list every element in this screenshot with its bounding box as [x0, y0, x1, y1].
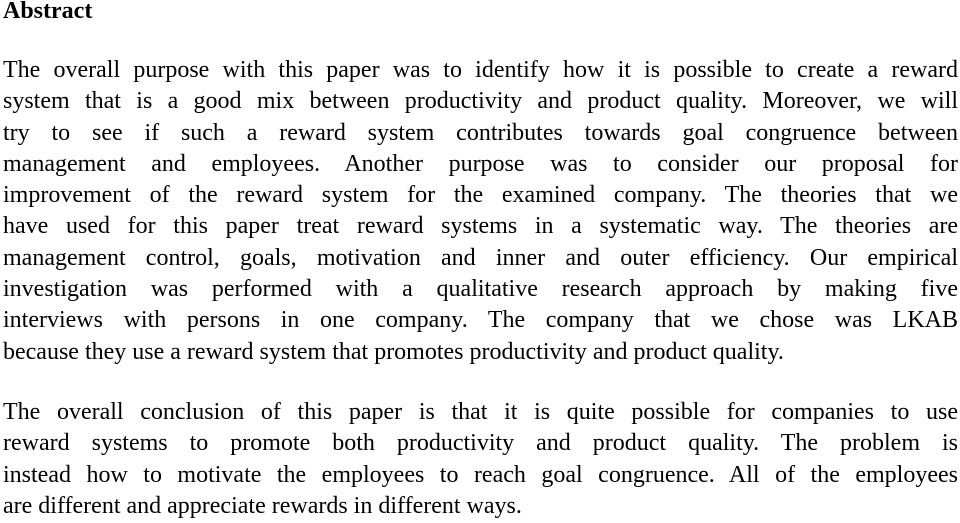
text-line: investigation was performed with a qualitative research approach by making five	[3, 276, 958, 303]
abstract-paragraph-1	[3, 55, 958, 368]
section-heading: Abstract	[3, 0, 93, 24]
text-line: because they use a reward system that promotes productivity and product quality.	[3, 338, 784, 365]
text-line: management and employees. Another purpose was to consider our proposal for	[3, 150, 958, 177]
text-line: are different and appreciate rewards in different ways.	[3, 492, 522, 519]
text-line: The overall conclusion of this paper is that it is quite possible for companies to use	[3, 399, 958, 425]
text-line: have used for this paper treat reward systems in a systematic way. The theories are	[3, 213, 958, 240]
text-line: instead how to motivate the employees to reach goal congruence. All of the employees	[3, 461, 958, 488]
text-line: interviews with persons in one company. The company that we chose was LKAB	[3, 307, 958, 334]
text-line: system that is a good mix between productivity and product quality. Moreover, we will	[3, 88, 958, 115]
text-line: improvement of the reward system for the examined company. The theories that we	[3, 182, 958, 209]
abstract-paragraph-2	[3, 397, 958, 522]
text-line: The overall purpose with this paper was to identify how it is possible to create a reward	[3, 57, 958, 83]
text-line: try to see if such a reward system contributes towards goal congruence between	[3, 119, 958, 146]
text-line: reward systems to promote both productivity and product quality. The problem is	[3, 430, 958, 457]
text-line: management control, goals, motivation and inner and outer efficiency. Our empirical	[3, 244, 958, 271]
